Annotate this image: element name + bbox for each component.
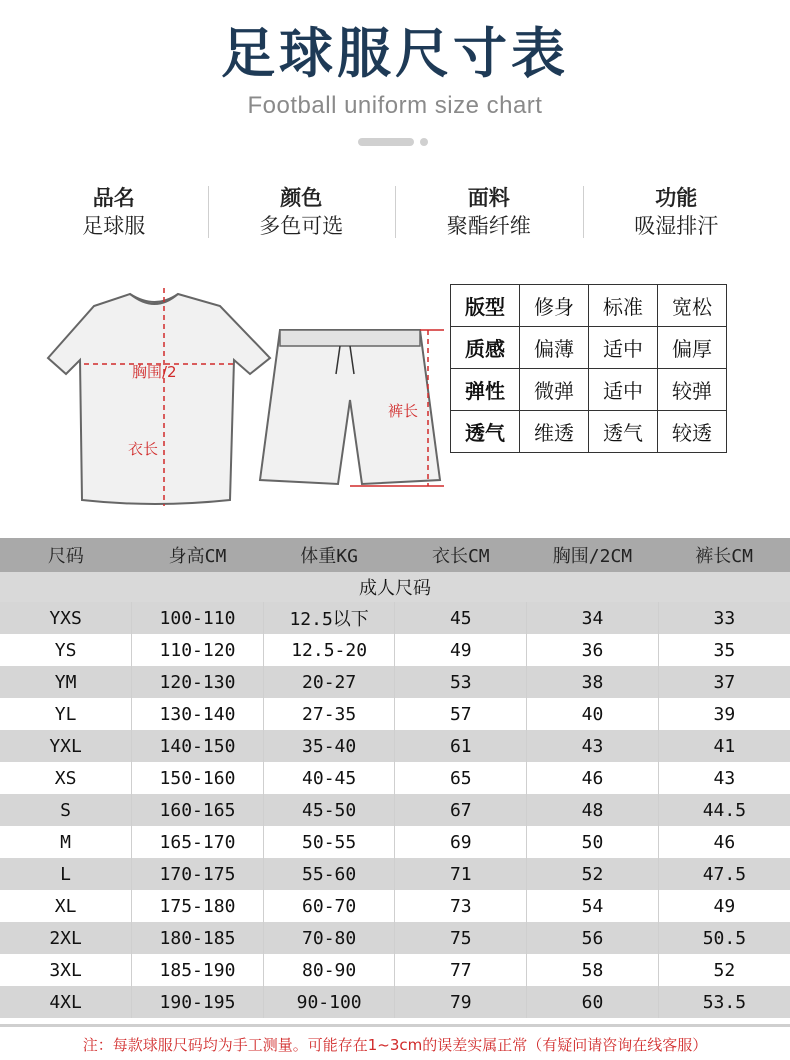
property-option: 适中 (589, 327, 658, 369)
table-cell: 165-170 (132, 826, 264, 858)
property-name: 弹性 (451, 369, 520, 411)
property-option: 微弹 (520, 369, 589, 411)
table-cell: 4XL (0, 986, 132, 1018)
table-cell: 12.5以下 (263, 602, 395, 634)
table-cell: YXL (0, 730, 132, 762)
table-cell: 36 (527, 634, 659, 666)
table-cell: 2XL (0, 922, 132, 954)
info-name (20, 184, 208, 240)
info-label: 品名 (92, 186, 135, 210)
info-value: 聚酯纤维 (446, 214, 531, 238)
table-row (0, 762, 790, 794)
table-cell: 61 (395, 730, 527, 762)
table-cell: 120-130 (132, 666, 264, 698)
table-cell: 44.5 (658, 794, 790, 826)
garment-diagram (40, 270, 460, 520)
property-row (451, 369, 727, 411)
info-label: 面料 (467, 186, 510, 210)
table-cell: 27-35 (263, 698, 395, 730)
table-cell: 46 (527, 762, 659, 794)
table-row (0, 698, 790, 730)
chest-label: 胸围/2 (132, 363, 177, 381)
table-row (0, 666, 790, 698)
info-value: 多色可选 (259, 214, 344, 238)
table-cell: 180-185 (132, 922, 264, 954)
table-cell: 130-140 (132, 698, 264, 730)
info-function (583, 184, 771, 240)
table-cell: 40 (527, 698, 659, 730)
table-cell: 150-160 (132, 762, 264, 794)
table-cell: 56 (527, 922, 659, 954)
garment-illustration (40, 270, 460, 520)
table-cell: 20-27 (263, 666, 395, 698)
length-label: 衣长 (128, 440, 159, 458)
page-subtitle: Football uniform size chart (247, 92, 543, 119)
table-cell: 80-90 (263, 954, 395, 986)
pants-length-label: 裤长 (388, 402, 419, 420)
property-option: 适中 (589, 369, 658, 411)
table-cell: 190-195 (132, 986, 264, 1018)
property-row (451, 285, 727, 327)
table-cell: 50 (527, 826, 659, 858)
table-cell: 49 (395, 634, 527, 666)
column-header: 裤长CM (658, 538, 790, 572)
table-cell: 33 (658, 602, 790, 634)
table-cell: 53 (395, 666, 527, 698)
table-cell: 41 (658, 730, 790, 762)
table-cell: 73 (395, 890, 527, 922)
table-cell: 170-175 (132, 858, 264, 890)
product-info (20, 184, 770, 240)
table-cell: 110-120 (132, 634, 264, 666)
table-cell: 35-40 (263, 730, 395, 762)
table-cell: 90-100 (263, 986, 395, 1018)
table-cell: YS (0, 634, 132, 666)
table-cell: 50-55 (263, 826, 395, 858)
table-cell: 160-165 (132, 794, 264, 826)
property-option: 透气 (589, 411, 658, 453)
property-option: 维透 (520, 411, 589, 453)
table-cell: 53.5 (658, 986, 790, 1018)
page-title: 足球服尺寸表 (221, 22, 569, 85)
table-row (0, 634, 790, 666)
table-cell: YXS (0, 602, 132, 634)
column-header: 身高CM (132, 538, 264, 572)
property-row (451, 411, 727, 453)
table-cell: 58 (527, 954, 659, 986)
table-row (0, 730, 790, 762)
table-cell: 38 (527, 666, 659, 698)
fabric-properties-table (450, 284, 727, 453)
property-option: 宽松 (658, 285, 727, 327)
table-cell: 55-60 (263, 858, 395, 890)
table-cell: S (0, 794, 132, 826)
table-cell: 35 (658, 634, 790, 666)
table-cell: 3XL (0, 954, 132, 986)
table-cell: 45-50 (263, 794, 395, 826)
table-cell: 40-45 (263, 762, 395, 794)
group-row (0, 572, 790, 602)
table-cell: 79 (395, 986, 527, 1018)
size-table (0, 538, 790, 1018)
table-cell: 50.5 (658, 922, 790, 954)
size-table-header (0, 538, 790, 572)
table-cell: 52 (527, 858, 659, 890)
table-cell: 46 (658, 826, 790, 858)
table-row (0, 826, 790, 858)
table-cell: 175-180 (132, 890, 264, 922)
column-header: 体重KG (263, 538, 395, 572)
table-cell: 52 (658, 954, 790, 986)
table-cell: 71 (395, 858, 527, 890)
shorts-illustration (260, 330, 444, 486)
table-cell: 37 (658, 666, 790, 698)
table-cell: 39 (658, 698, 790, 730)
table-cell: XL (0, 890, 132, 922)
property-option: 较弹 (658, 369, 727, 411)
property-option: 偏厚 (658, 327, 727, 369)
table-cell: 65 (395, 762, 527, 794)
table-cell: 57 (395, 698, 527, 730)
table-cell: 67 (395, 794, 527, 826)
property-name: 版型 (451, 285, 520, 327)
property-row (451, 327, 727, 369)
property-option: 标准 (589, 285, 658, 327)
measurement-note: 注：每款球服尺码均为手工测量。可能存在1~3cm的误差实属正常（有疑问请咨询在线客服） (0, 1024, 790, 1060)
decorative-dot (420, 138, 428, 146)
table-cell: 43 (658, 762, 790, 794)
table-cell: YM (0, 666, 132, 698)
table-cell: 49 (658, 890, 790, 922)
table-row (0, 858, 790, 890)
property-name: 质感 (451, 327, 520, 369)
table-cell: 45 (395, 602, 527, 634)
table-row (0, 954, 790, 986)
table-cell: M (0, 826, 132, 858)
info-fabric (395, 184, 583, 240)
table-cell: 34 (527, 602, 659, 634)
table-cell: 185-190 (132, 954, 264, 986)
info-color (208, 184, 396, 240)
table-cell: 100-110 (132, 602, 264, 634)
table-cell: 77 (395, 954, 527, 986)
table-cell: 69 (395, 826, 527, 858)
table-cell: 75 (395, 922, 527, 954)
table-cell: 70-80 (263, 922, 395, 954)
column-header: 衣长CM (395, 538, 527, 572)
table-cell: 54 (527, 890, 659, 922)
info-label: 功能 (655, 186, 698, 210)
table-cell: L (0, 858, 132, 890)
tshirt-illustration (48, 288, 270, 506)
column-header: 胸围/2CM (527, 538, 659, 572)
table-cell: 43 (527, 730, 659, 762)
table-cell: 60 (527, 986, 659, 1018)
table-row (0, 986, 790, 1018)
table-row (0, 794, 790, 826)
property-option: 偏薄 (520, 327, 589, 369)
table-cell: 47.5 (658, 858, 790, 890)
table-row (0, 922, 790, 954)
table-cell: 48 (527, 794, 659, 826)
property-option: 较透 (658, 411, 727, 453)
decorative-bar (358, 138, 414, 146)
table-cell: 12.5-20 (263, 634, 395, 666)
info-value: 足球服 (82, 214, 146, 238)
table-row (0, 890, 790, 922)
group-label: 成人尺码 (0, 572, 790, 602)
column-header: 尺码 (0, 538, 132, 572)
property-option: 修身 (520, 285, 589, 327)
property-name: 透气 (451, 411, 520, 453)
info-label: 颜色 (280, 186, 323, 210)
table-row (0, 602, 790, 634)
table-cell: XS (0, 762, 132, 794)
table-cell: YL (0, 698, 132, 730)
table-cell: 140-150 (132, 730, 264, 762)
info-value: 吸湿排汗 (634, 214, 719, 238)
table-cell: 60-70 (263, 890, 395, 922)
